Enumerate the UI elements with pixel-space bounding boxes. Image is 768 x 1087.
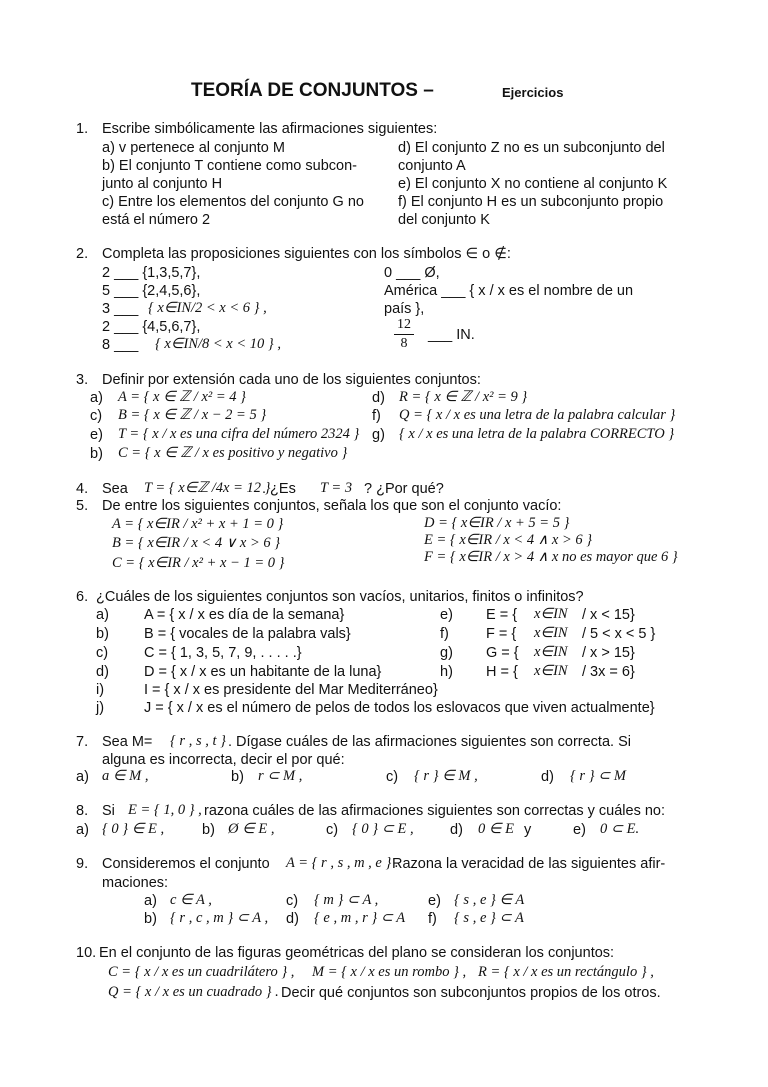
- problem-6-number: 6.: [76, 589, 89, 605]
- problem-3-g-set: { x / x es una letra de la palabra CORRECTO }: [399, 426, 675, 442]
- problem-9-d: { e , m , r } ⊂ A: [314, 910, 406, 926]
- problem-3-f-set: Q = { x / x es una letra de la palabra calcular }: [399, 407, 676, 423]
- problem-6-d-set: D = { x / x es un habitante de la luna}: [144, 664, 382, 680]
- problem-6-f-label: f): [440, 626, 449, 642]
- problem-3-b-set: C = { x ∈ ℤ / x es positivo y negativo }: [118, 445, 348, 461]
- problem-1-e: e) El conjunto X no contiene al conjunto K: [398, 176, 668, 192]
- problem-3-g-label: g): [372, 427, 385, 443]
- problem-6-a-set: A = { x / x es día de la semana}: [144, 607, 345, 623]
- problem-6-h-condition: / 3x = 6}: [582, 664, 635, 680]
- problem-5-statement: De entre los siguientes conjuntos, señala los que son el conjunto vacío:: [102, 498, 562, 514]
- problem-7-text-c: alguna es incorrecta, decir el por qué:: [102, 752, 345, 768]
- problem-3-e-set: T = { x / x es una cifra del número 2324 }: [118, 426, 360, 442]
- problem-3-b-label: b): [90, 446, 103, 462]
- problem-2-number: 2.: [76, 246, 89, 262]
- problem-9-text-b: Razona la veracidad de las siguientes afir-: [392, 856, 666, 872]
- problem-9-a-label: a): [144, 893, 157, 909]
- problem-10-set-Q: Q = { x / x es un cuadrado } .: [108, 984, 279, 1000]
- problem-4-equation: T = 3: [320, 480, 353, 496]
- problem-1-c-line2: está el número 2: [102, 212, 211, 228]
- problem-6-j-set: J = { x / x es el número de pelos de todos los eslovacos que viven actualmente}: [144, 700, 655, 716]
- problem-8-text-b: razona cuáles de las afirmaciones siguientes son correctas y cuáles no:: [204, 803, 666, 819]
- problem-1-number: 1.: [76, 121, 89, 137]
- problem-6-c-label: c): [96, 645, 109, 661]
- problem-10-set-M: M = { x / x es un rombo } ,: [312, 964, 467, 980]
- problem-6-d-label: d): [96, 664, 109, 680]
- problem-2-item-4: 2 ___ {4,5,6,7},: [102, 319, 201, 335]
- problem-10-set-C: C = { x / x es un cuadrilátero } ,: [108, 964, 295, 980]
- problem-6-f-condition: / 5 < x < 5 }: [582, 626, 656, 642]
- problem-6-h-member: x∈IN: [534, 663, 568, 679]
- problem-4-number: 4.: [76, 481, 89, 497]
- problem-2-item-6: 0 ___ Ø,: [384, 265, 440, 281]
- problem-8-c: { 0 } ⊂ E ,: [352, 821, 414, 837]
- problem-6-i-set: I = { x / x es presidente del Mar Mediterráneo}: [144, 682, 438, 698]
- problem-5-set-A: A = { x∈IR / x² + x + 1 = 0 }: [112, 516, 284, 532]
- problem-8-text-a: Si: [102, 803, 115, 819]
- problem-9-b-label: b): [144, 911, 157, 927]
- problem-6-e-member: x∈IN: [534, 606, 568, 622]
- problem-9-e-label: e): [428, 893, 441, 909]
- problem-8-d: 0 ∈ E: [478, 821, 514, 837]
- problem-3-a-set: A = { x ∈ ℤ / x² = 4 }: [118, 389, 246, 405]
- problem-2-item-8: ___ IN.: [428, 327, 475, 343]
- problem-5-set-B: B = { x∈IR / x < 4 ∨ x > 6 }: [112, 535, 281, 551]
- problem-5-set-D: D = { x∈IR / x + 5 = 5 }: [424, 515, 570, 531]
- problem-6-e-open: E = {: [486, 607, 518, 623]
- problem-8-a-label: a): [76, 822, 89, 838]
- problem-9-text-a: Consideremos el conjunto: [102, 856, 270, 872]
- problem-2-item-3-set: { x∈IN/2 < x < 6 } ,: [148, 300, 267, 316]
- problem-9-b: { r , c , m } ⊂ A ,: [170, 910, 269, 926]
- problem-4-text-b: . ¿Es: [262, 481, 296, 497]
- problem-6-h-open: H = {: [486, 664, 518, 680]
- problem-10-set-R: R = { x / x es un rectángulo } ,: [478, 964, 654, 980]
- problem-1-b-line1: b) El conjunto T contiene como subcon-: [102, 158, 357, 174]
- problem-3-statement: Definir por extensión cada uno de los siguientes conjuntos:: [102, 372, 481, 388]
- problem-6-g-condition: / x > 15}: [582, 645, 635, 661]
- problem-7-a: a ∈ M ,: [102, 768, 149, 784]
- problem-3-d-label: d): [372, 390, 385, 406]
- problem-9-c: { m } ⊂ A ,: [314, 892, 379, 908]
- problem-7-b-label: b): [231, 769, 244, 785]
- problem-9-c-label: c): [286, 893, 299, 909]
- problem-6-b-set: B = { vocales de la palabra vals}: [144, 626, 351, 642]
- problem-7-d-label: d): [541, 769, 554, 785]
- problem-2-item-1: 2 ___ {1,3,5,7},: [102, 265, 201, 281]
- problem-6-statement: ¿Cuáles de los siguientes conjuntos son vacíos, unitarios, finitos o infinitos?: [96, 589, 584, 605]
- problem-2-item-5-blank: 8 ___: [102, 337, 139, 353]
- problem-5-number: 5.: [76, 498, 89, 514]
- problem-1-d-line2: conjunto A: [398, 158, 466, 174]
- problem-6-e-condition: / x < 15}: [582, 607, 635, 623]
- problem-2-statement: Completa las proposiciones siguientes con los símbolos ∈ o ∉:: [102, 246, 511, 262]
- problem-8-b: Ø ∈ E ,: [228, 821, 275, 837]
- problem-6-g-open: G = {: [486, 645, 519, 661]
- problem-9-e: { s , e } ∈ A: [454, 892, 525, 908]
- problem-8-e: 0 ⊂ E.: [600, 821, 640, 837]
- problem-2-item-2: 5 ___ {2,4,5,6},: [102, 283, 201, 299]
- problem-3-f-label: f): [372, 408, 381, 424]
- problem-8-a: { 0 } ∈ E ,: [102, 821, 165, 837]
- problem-7-set: { r , s , t }: [170, 733, 226, 749]
- problem-2-item-3-blank: 3 ___: [102, 301, 139, 317]
- problem-8-c-label: c): [326, 822, 339, 838]
- problem-1-a: a) v pertenece al conjunto M: [102, 140, 285, 156]
- problem-1-f-line1: f) El conjunto H es un subconjunto propio: [398, 194, 664, 210]
- problem-8-set: E = { 1, 0 } ,: [128, 802, 202, 818]
- problem-6-j-label: j): [96, 700, 105, 716]
- problem-9-f-label: f): [428, 911, 437, 927]
- problem-9-set: A = { r , s , m , e } .: [286, 855, 399, 871]
- problem-6-i-label: i): [96, 682, 105, 698]
- problem-6-h-label: h): [440, 664, 453, 680]
- problem-10-statement: En el conjunto de las figuras geométricas del plano se consideran los conjuntos:: [99, 945, 615, 961]
- problem-8-d-label: d): [450, 822, 463, 838]
- problem-10-instruction: Decir qué conjuntos son subconjuntos propios de los otros.: [281, 985, 661, 1001]
- problem-4-text-a: Sea: [102, 481, 128, 497]
- problem-6-f-open: F = {: [486, 626, 517, 642]
- problem-2-item-5-set: { x∈IN/8 < x < 10 } ,: [155, 336, 281, 352]
- page-title: TEORÍA DE CONJUNTOS –: [191, 80, 434, 101]
- problem-7-a-label: a): [76, 769, 89, 785]
- problem-7-b: r ⊂ M ,: [258, 768, 303, 784]
- problem-3-e-label: e): [90, 427, 103, 443]
- problem-5-set-F: F = { x∈IR / x > 4 ∧ x no es mayor que 6 }: [424, 549, 678, 565]
- problem-7-text-b: . Dígase cuáles de las afirmaciones siguientes son correcta. Si: [228, 734, 631, 750]
- fraction-numerator: 12: [397, 317, 411, 332]
- problem-6-a-label: a): [96, 607, 109, 623]
- problem-8-b-label: b): [202, 822, 215, 838]
- problem-4-text-c: ? ¿Por qué?: [364, 481, 444, 497]
- problem-7-c: { r } ∈ M ,: [414, 768, 478, 784]
- problem-7-number: 7.: [76, 734, 89, 750]
- problem-3-d-set: R = { x ∈ ℤ / x² = 9 }: [399, 389, 528, 405]
- problem-3-c-set: B = { x ∈ ℤ / x − 2 = 5 }: [118, 407, 267, 423]
- problem-2-item-7-line1: América ___ { x / x es el nombre de un: [384, 283, 634, 299]
- problem-9-f: { s , e } ⊂ A: [454, 910, 524, 926]
- problem-9-a: c ∈ A ,: [170, 892, 212, 908]
- problem-6-f-member: x∈IN: [534, 625, 568, 641]
- problem-7-c-label: c): [386, 769, 399, 785]
- problem-5-set-E: E = { x∈IR / x < 4 ∧ x > 6 }: [424, 532, 593, 548]
- problem-1-b-line2: junto al conjunto H: [102, 176, 223, 192]
- problem-2-item-7-line2: país },: [384, 301, 425, 317]
- problem-3-a-label: a): [90, 390, 103, 406]
- problem-8-e-label: e): [573, 822, 586, 838]
- problem-9-text-c: maciones:: [102, 875, 169, 891]
- problem-7-d: { r } ⊂ M: [570, 768, 626, 784]
- problem-6-c-set: C = { 1, 3, 5, 7, 9, . . . . .}: [144, 645, 302, 661]
- problem-6-g-label: g): [440, 645, 453, 661]
- problem-4-set: T = { x∈ℤ /4x = 12 }: [144, 480, 271, 496]
- page-subtitle: Ejercicios: [502, 85, 564, 100]
- problem-7-text-a: Sea M=: [102, 734, 153, 750]
- problem-3-number: 3.: [76, 372, 89, 388]
- problem-6-e-label: e): [440, 607, 453, 623]
- problem-1-statement: Escribe simbólicamente las afirmaciones siguientes:: [102, 121, 438, 137]
- problem-8-and: y: [524, 822, 532, 838]
- problem-5-set-C: C = { x∈IR / x² + x − 1 = 0 }: [112, 555, 285, 571]
- problem-9-number: 9.: [76, 856, 89, 872]
- problem-3-c-label: c): [90, 408, 103, 424]
- fraction-denominator: 8: [400, 336, 408, 351]
- problem-1-d-line1: d) El conjunto Z no es un subconjunto del: [398, 140, 665, 156]
- problem-6-g-member: x∈IN: [534, 644, 568, 660]
- problem-9-d-label: d): [286, 911, 299, 927]
- problem-6-b-label: b): [96, 626, 109, 642]
- problem-1-c-line1: c) Entre los elementos del conjunto G no: [102, 194, 364, 210]
- fraction-bar: [394, 334, 414, 335]
- problem-8-number: 8.: [76, 803, 89, 819]
- problem-1-f-line2: del conjunto K: [398, 212, 490, 228]
- problem-10-number: 10.: [76, 945, 97, 961]
